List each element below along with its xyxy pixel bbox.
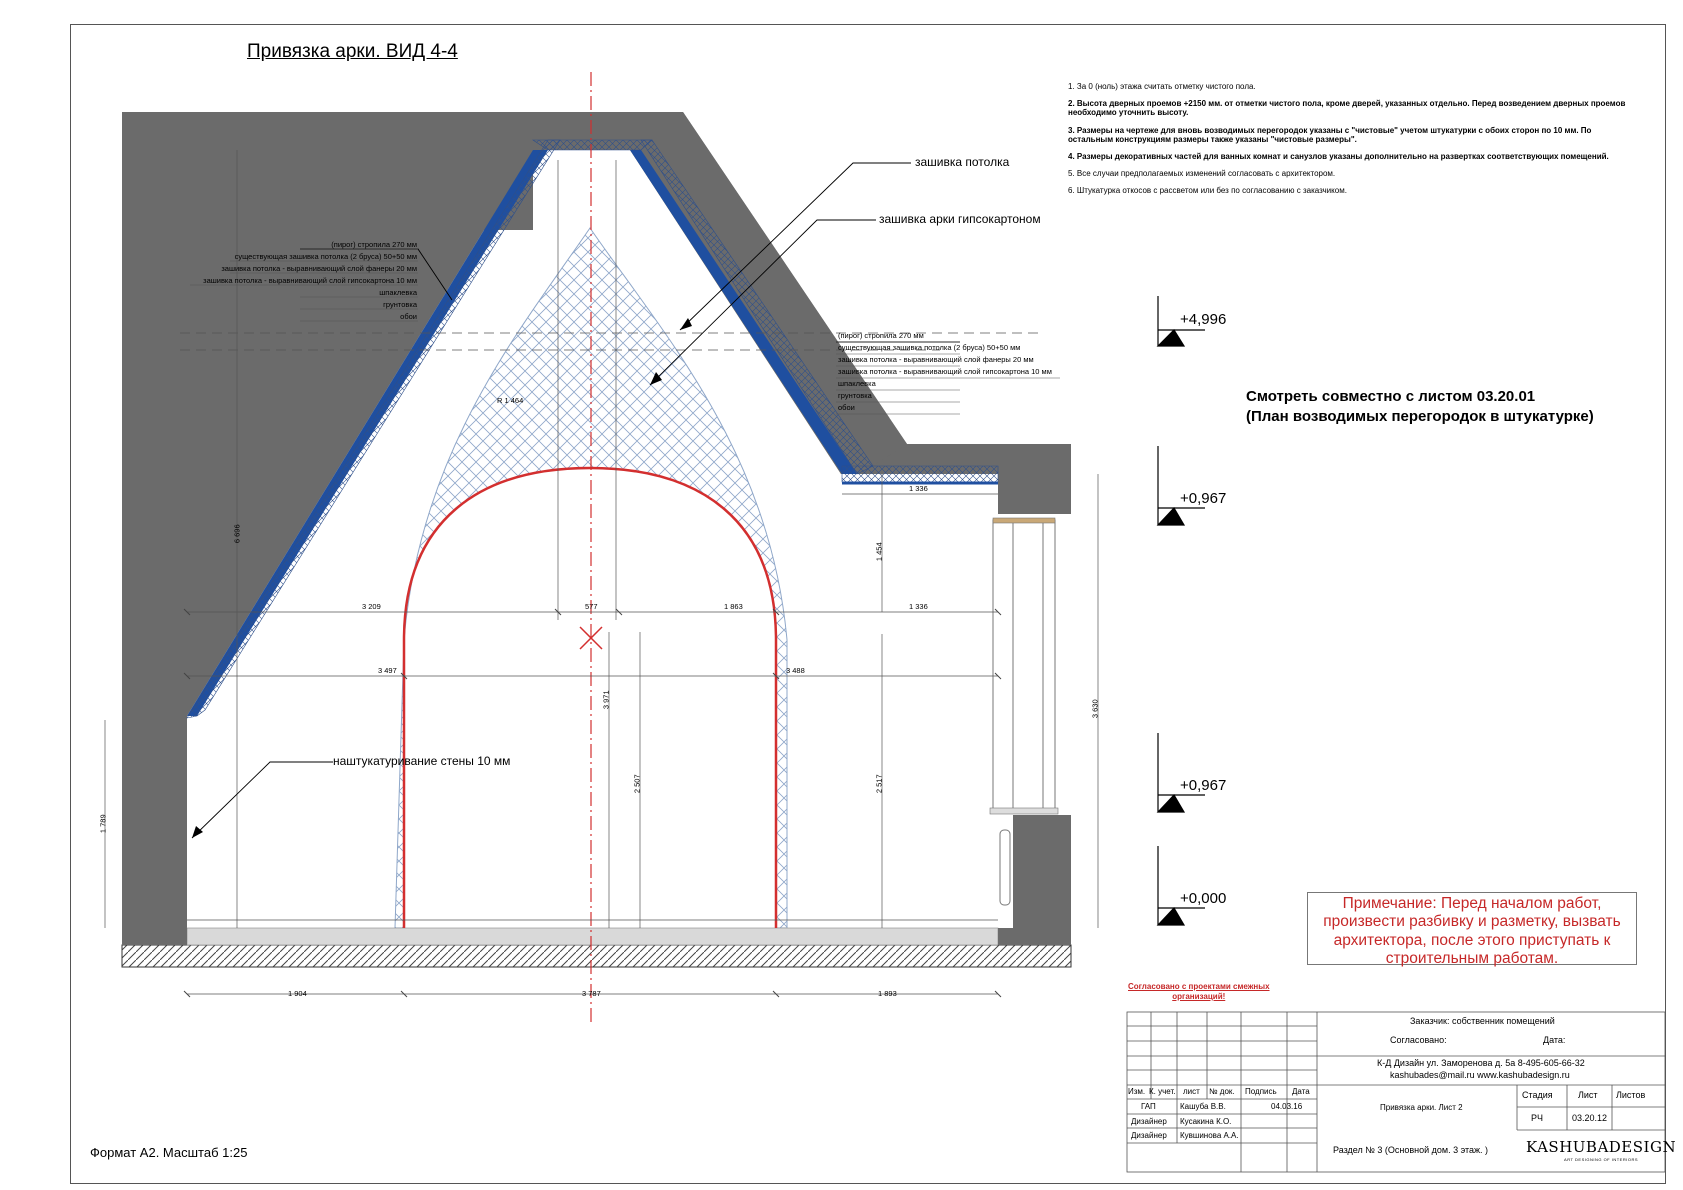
dim-3971: 3 971 (601, 690, 611, 710)
dim-3630: 3 630 (1090, 699, 1100, 719)
layer-right-1: (пирог) стропила 270 мм (838, 331, 924, 340)
tb-sheet-name: Привязка арки. Лист 2 (1380, 1103, 1463, 1112)
remark-line-2: произвести разбивку и разметку, вызвать (1323, 913, 1621, 931)
left-wall (122, 112, 187, 928)
dim-3488: 3 488 (786, 666, 805, 675)
dim-1863: 1 863 (724, 602, 743, 611)
note-4: 4. Размеры декоративных частей для ванных комнат и санузлов указаны дополнительно на развертках соответствующих помещений. (1068, 151, 1609, 161)
callout-wall: наштукатуривание стены 10 мм (333, 754, 511, 768)
callout-ceiling: зашивка потолка (915, 155, 1010, 169)
tb-date-label: Дата: (1543, 1035, 1566, 1045)
company-logo (1526, 1138, 1676, 1162)
arrow-3 (192, 826, 203, 838)
level-label-0967-lower: +0,967 (1180, 777, 1227, 794)
tb-row-1-role: ГАП (1141, 1102, 1156, 1111)
note-1: 1. За 0 (ноль) этажа считать отметку чистого пола. (1068, 82, 1256, 91)
layer-left-6: грунтовка (383, 300, 417, 309)
dim-1336-lower: 1 336 (909, 602, 928, 611)
remark-box (1307, 892, 1637, 965)
dim-577: 577 (585, 602, 598, 611)
coordination-line-2: организаций! (1172, 992, 1226, 1001)
floor-screed (187, 928, 998, 945)
dim-1454: 1 454 (874, 542, 884, 562)
tb-col-izm: Изм. (1128, 1087, 1146, 1096)
dim-2517: 2 517 (874, 774, 884, 794)
tb-stage: РЧ (1531, 1113, 1544, 1123)
tb-company-line-1: К-Д Дизайн ул. Заморенова д. 5а 8-495-605-66-32 (1377, 1058, 1585, 1068)
tb-approved: Согласовано: (1390, 1035, 1447, 1045)
tb-sheet-no: 03.20.12 (1572, 1113, 1608, 1123)
level-label-0967-upper: +0,967 (1180, 490, 1227, 507)
see-also-line-2: (План возводимых перегородок в штукатурке) (1246, 407, 1594, 425)
remark-line-4: строительным работам. (1385, 949, 1559, 967)
note-6: 6. Штукатурка откосов с рассветом или без по согласованию с заказчиком. (1068, 186, 1347, 196)
layer-left-1: (пирог) стропила 270 мм (331, 240, 417, 249)
note-2: 2. Высота дверных проемов +2150 мм. от отметки чистого пола, кроме дверей, указанных отдельно. Перед возведением дверных проемов необходимо уточнить высоту. (1068, 99, 1626, 118)
logo-subtitle: ART DESIGNING OF INTERIORS (1564, 1157, 1639, 1162)
dim-1336-upper: 1 336 (909, 484, 928, 493)
tb-row-3-name: Кувшинова А.А. (1180, 1131, 1239, 1140)
see-also-line-1: Смотреть совместно с листом 03.20.01 (1246, 388, 1536, 405)
floor-slab (122, 945, 1071, 967)
window-frame (993, 520, 1013, 810)
tb-col-date: Дата (1292, 1087, 1310, 1096)
layer-left-4: зашивка потолка - выравнивающий слой гипсокартона 10 мм (203, 276, 417, 285)
tb-customer: Заказчик: собственник помещений (1410, 1016, 1555, 1026)
tb-row-2-role: Дизайнер (1131, 1117, 1167, 1126)
layer-left-5: шпаклевка (379, 288, 417, 297)
general-notes (1068, 82, 1628, 204)
layer-right-3: зашивка потолка - выравнивающий слой фанеры 20 мм (838, 355, 1034, 364)
window-sill (990, 808, 1058, 814)
tb-row-2-name: Кусакина К.О. (1180, 1117, 1232, 1126)
level-label-4996: +4,996 (1180, 311, 1227, 328)
tb-col-list: лист (1183, 1087, 1200, 1096)
layer-right-6: грунтовка (838, 391, 872, 400)
tb-stage-label: Стадия (1522, 1090, 1553, 1100)
note-3: 3. Размеры на чертеже для вновь возводимых перегородок указаны с "чистовые" учетом штукатурки с обоих сторон по 10 мм. По остальным конструкциям размеры также указаны "чистовые размеры". (1068, 125, 1592, 144)
window-lintel (993, 518, 1055, 523)
note-5: 5. Все случаи предполагаемых изменений согласовать с архитектором. (1068, 169, 1336, 179)
floor-right (998, 928, 1071, 945)
dim-3787: 3 787 (582, 989, 601, 998)
remark-line-1: Примечание: Перед началом работ, (1342, 895, 1602, 912)
callout-arch: зашивка арки гипсокартоном (879, 212, 1041, 226)
drawing-title: Привязка арки. ВИД 4-4 (247, 41, 458, 62)
format-scale: Формат А2. Масштаб 1:25 (90, 1145, 248, 1160)
layer-right-5: шпаклевка (838, 379, 876, 388)
floor-left (122, 928, 187, 945)
tb-section: Раздел № 3 (Основной дом. 3 этаж. ) (1333, 1145, 1489, 1155)
layer-left-7: обои (400, 312, 417, 321)
right-lower-wall (1013, 815, 1071, 928)
tb-row-1-name: Кашуба В.В. (1180, 1102, 1226, 1111)
ridge-cladding (533, 140, 652, 150)
ledge-cladding (842, 466, 998, 482)
dim-6696: 6 696 (232, 524, 242, 544)
tb-row-1-date: 04.03.16 (1271, 1102, 1303, 1111)
window-pane (1043, 520, 1055, 810)
level-markers (1158, 296, 1205, 925)
roof-beam-top (122, 112, 1071, 928)
dim-1904: 1 904 (288, 989, 307, 998)
dim-3209: 3 209 (362, 602, 381, 611)
dim-3497: 3 497 (378, 666, 397, 675)
layer-right-7: обои (838, 403, 855, 412)
radiator (1000, 830, 1010, 905)
coordination-line-1: Согласовано с проектами смежных (1128, 982, 1270, 991)
right-upper-wall (998, 474, 1071, 514)
tb-sheet-label: Лист (1578, 1090, 1598, 1100)
coordination-note (1128, 982, 1270, 1002)
tb-company-line-2: kashubades@mail.ru www.kashubadesign.ru (1390, 1070, 1570, 1080)
dim-1789: 1 789 (98, 814, 108, 834)
layer-right-4: зашивка потолка - выравнивающий слой гипсокартона 10 мм (838, 367, 1052, 376)
dim-2507: 2 507 (632, 774, 642, 794)
tb-col-sign: Подпись (1245, 1087, 1277, 1096)
dim-1893: 1 893 (878, 989, 897, 998)
remark-line-3: архитектора, после этого приступать к (1333, 931, 1611, 949)
arch-radius-label: R 1 464 (497, 396, 524, 405)
layer-left-2: существующая зашивка потолка (2 бруса) 50+50 мм (234, 252, 417, 261)
level-label-0000: +0,000 (1180, 890, 1227, 907)
tb-col-doc: № док. (1209, 1087, 1235, 1096)
tb-row-3-role: Дизайнер (1131, 1131, 1167, 1140)
logo-text: KASHUBADESIGN (1526, 1138, 1677, 1156)
see-also-note (1246, 387, 1594, 426)
layer-left-3: зашивка потолка - выравнивающий слой фанеры 20 мм (221, 264, 417, 273)
tb-sheets-label: Листов (1616, 1090, 1646, 1100)
left-upper-block (122, 150, 187, 230)
arch-opening-outline (404, 468, 776, 928)
layer-right-2: существующая зашивка потолка (2 бруса) 50+50 мм (838, 343, 1021, 352)
attic-beam (187, 150, 533, 230)
tb-col-kuchet: К. учет. (1149, 1087, 1176, 1096)
